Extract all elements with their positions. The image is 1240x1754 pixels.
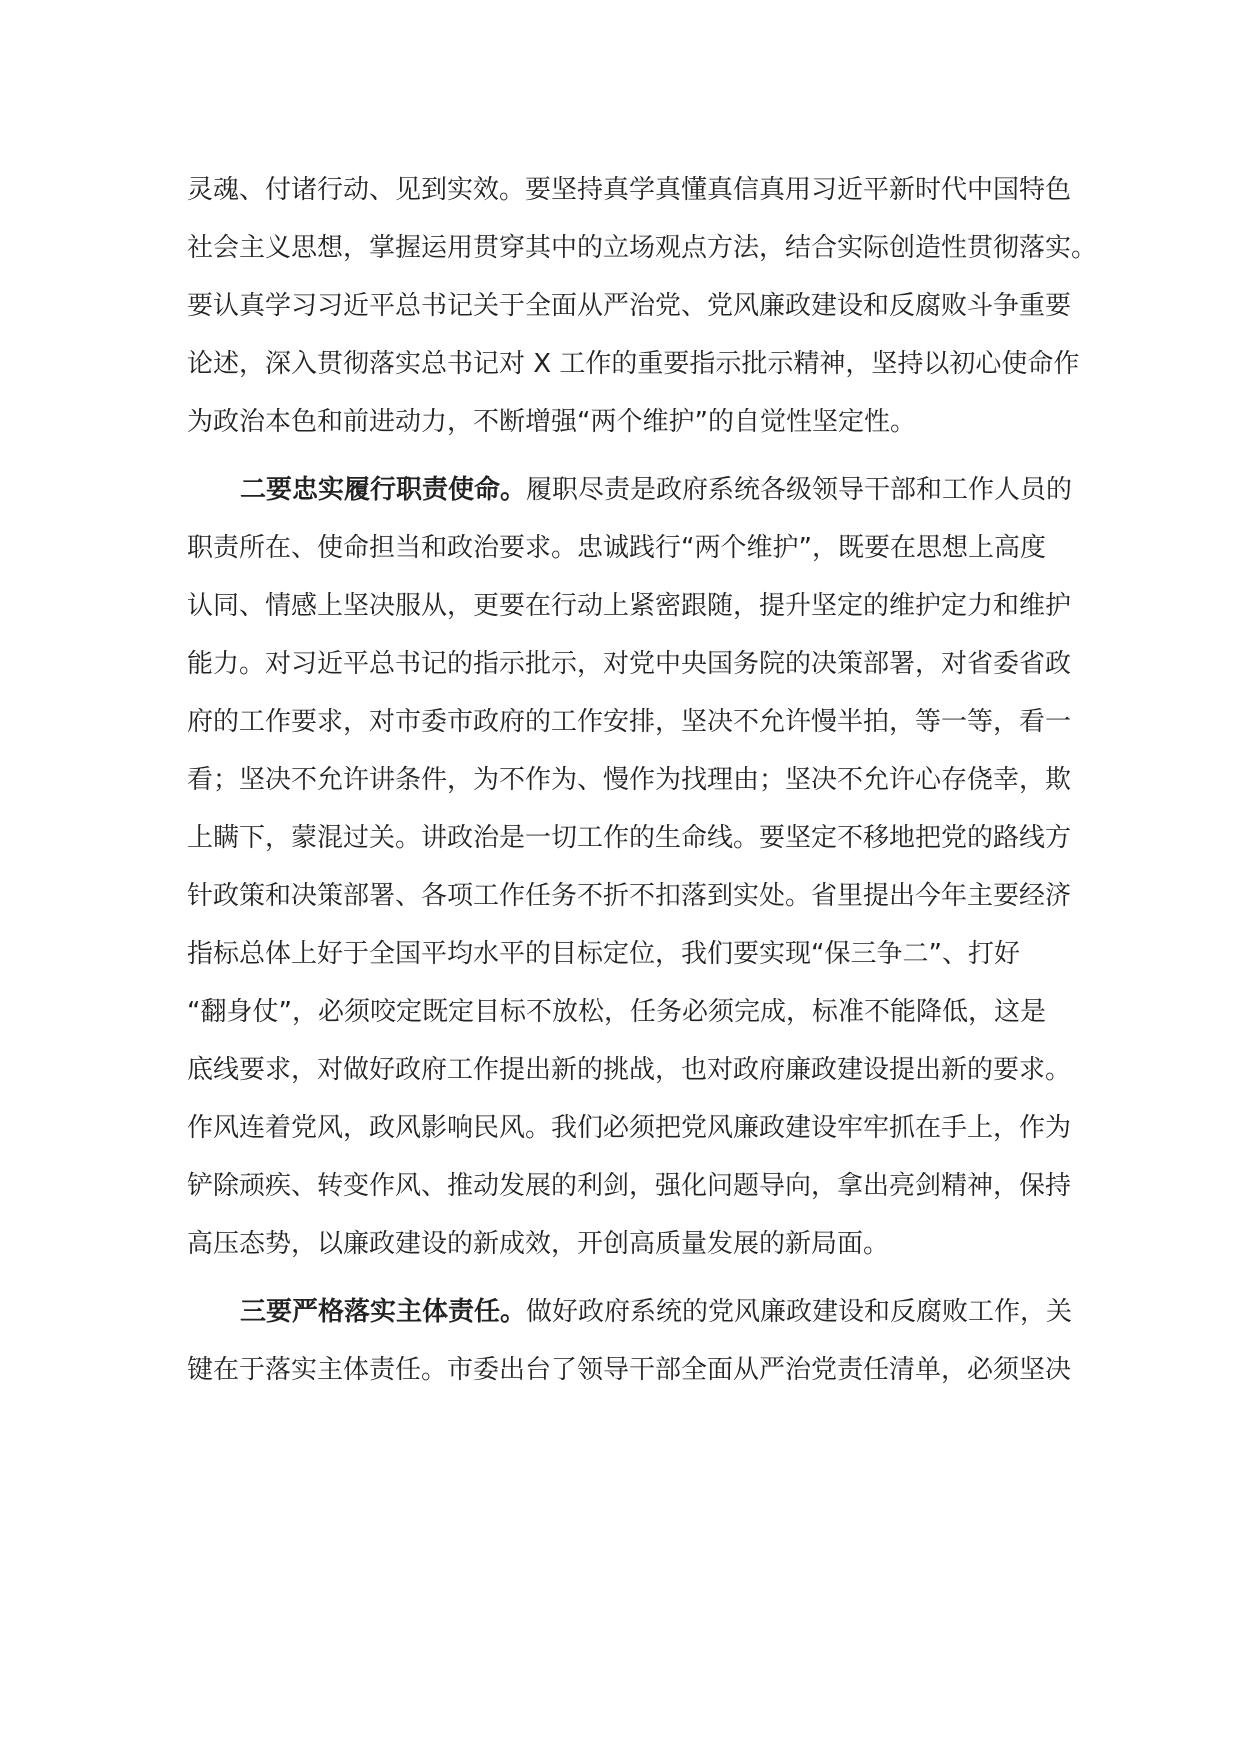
paragraph-2-line-8: 针政策和决策部署、各项工作任务不折不扣落到实处。省里提出今年主要经济 <box>187 881 1072 911</box>
paragraph-1-line-1: 灵魂、付诸行动、见到实效。要坚持真学真懂真信真用习近平新时代中国特色 <box>187 175 1072 205</box>
paragraph-1-line-4: 论述，深入贯彻落实总书记对 X 工作的重要指示批示精神，坚持以初心使命作 <box>187 349 1080 379</box>
paragraph-2-line-2: 职责所在、使命担当和政治要求。忠诚践行“两个维护”，既要在思想上高度 <box>187 533 1046 563</box>
paragraph-2-line-3: 认同、情感上坚决服从，更要在行动上紧密跟随，提升坚定的维护定力和维护 <box>187 591 1072 621</box>
paragraph-3-line-2: 键在于落实主体责任。市委出台了领导干部全面从严治党责任清单，必须坚决 <box>187 1355 1072 1385</box>
paragraph-3-heading: 三要严格落实主体责任。 <box>240 1297 527 1327</box>
paragraph-2-heading: 二要忠实履行职责使命。 <box>240 475 527 505</box>
paragraph-1-line-2: 社会主义思想，掌握运用贯穿其中的立场观点方法，结合实际创造性贯彻落实。 <box>187 233 1098 263</box>
paragraph-2-line-12: 作风连着党风，政风影响民风。我们必须把党风廉政建设牢牢抓在手上，作为 <box>187 1113 1072 1143</box>
paragraph-3-line-1 <box>240 1295 1072 1329</box>
paragraph-2-line-10: “翻身仗”，必须咬定既定目标不放松，任务必须完成，标准不能降低，这是 <box>187 997 1046 1027</box>
paragraph-2-line-11: 底线要求，对做好政府工作提出新的挑战，也对政府廉政建设提出新的要求。 <box>187 1055 1072 1085</box>
paragraph-2-line-4: 能力。对习近平总书记的指示批示，对党中央国务院的决策部署，对省委省政 <box>187 649 1072 679</box>
paragraph-2-line-1 <box>240 473 1072 507</box>
paragraph-2-line-7: 上瞒下，蒙混过关。讲政治是一切工作的生命线。要坚定不移地把党的路线方 <box>187 823 1072 853</box>
paragraph-2-line-14: 高压态势，以廉政建设的新成效，开创高质量发展的新局面。 <box>187 1229 890 1259</box>
paragraph-2-line-13: 铲除顽疾、转变作风、推动发展的利剑，强化问题导向，拿出亮剑精神，保持 <box>187 1171 1072 1201</box>
paragraph-1-line-3: 要认真学习习近平总书记关于全面从严治党、党风廉政建设和反腐败斗争重要 <box>187 291 1072 321</box>
paragraph-1-line-5: 为政治本色和前进动力，不断增强“两个维护”的自觉性坚定性。 <box>187 407 916 437</box>
paragraph-2-line-9: 指标总体上好于全国平均水平的目标定位，我们要实现“保三争二”、打好 <box>187 939 1020 969</box>
paragraph-2-line-5: 府的工作要求，对市委市政府的工作安排，坚决不允许慢半拍，等一等，看一 <box>187 707 1072 737</box>
paragraph-3-line-1-text: 做好政府系统的党风廉政建设和反腐败工作，关 <box>526 1297 1073 1327</box>
paragraph-2-line-6: 看；坚决不允许讲条件，为不作为、慢作为找理由；坚决不允许心存侥幸，欺 <box>187 765 1072 795</box>
paragraph-2-line-1-text: 履职尽责是政府系统各级领导干部和工作人员的 <box>526 475 1073 505</box>
